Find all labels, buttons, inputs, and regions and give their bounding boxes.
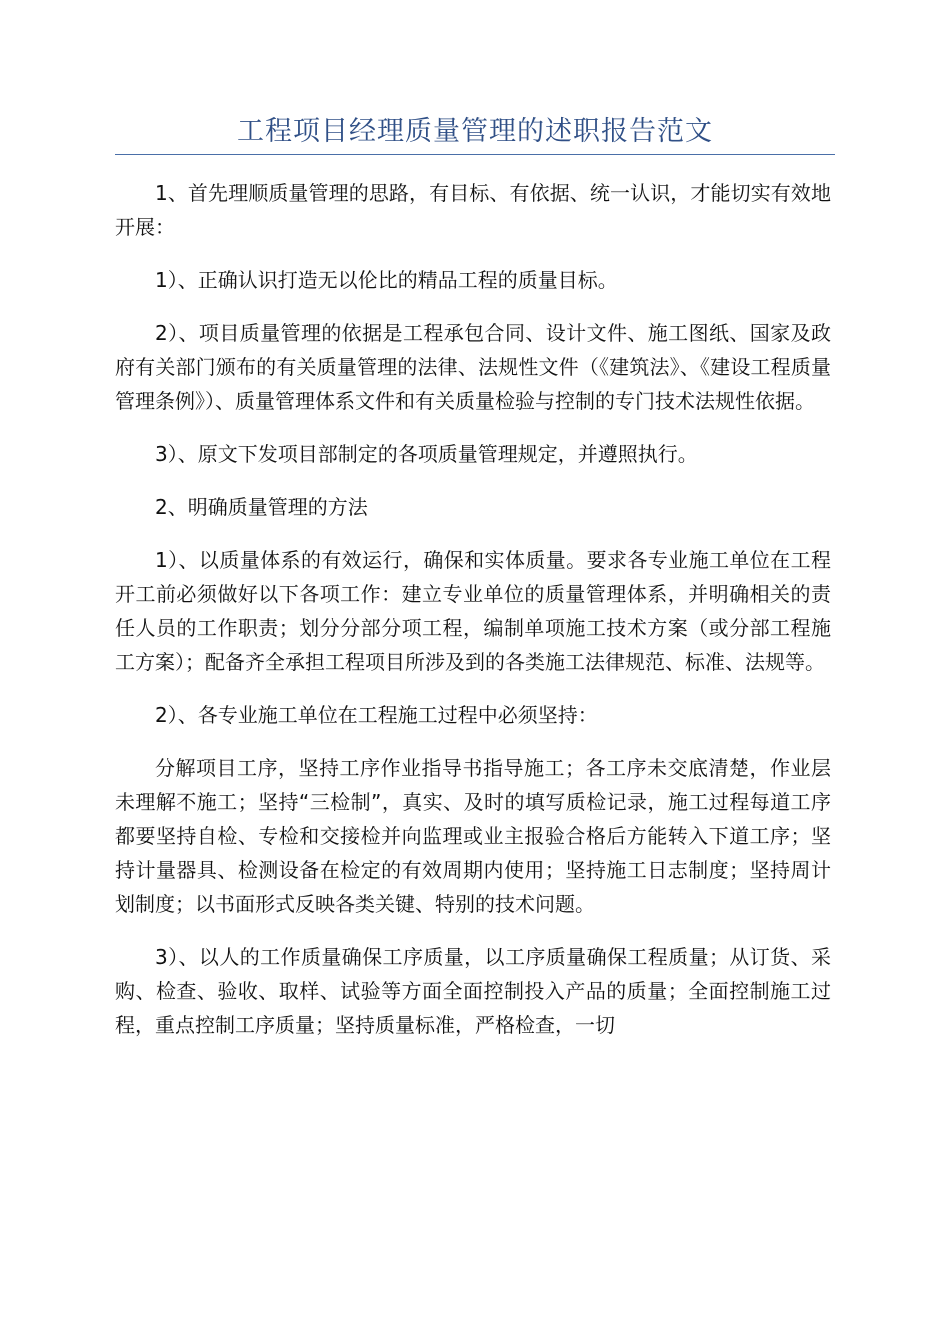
paragraph-1: 1、首先理顺质量管理的思路，有目标、有依据、统一认识，才能切实有效地开展： — [115, 181, 831, 239]
paragraph-2: 1）、正确认识打造无以伦比的精品工程的质量目标。 — [155, 268, 618, 292]
paragraph-6: 1）、以质量体系的有效运行，确保和实体质量。要求各专业施工单位在工程开工前必须做好以下各项工作：建立专业单位的质量管理体系，并明确相关的责任人员的工作职责；划分分部分项工程，编制单项施工技术方案（或分部工程施工方案）；配备齐全承担工程项目所涉及到的各类施工法律规范、标准、法规等。 — [115, 548, 831, 674]
paragraph-8: 分解项目工序，坚持工序作业指导书指导施工；各工序未交底清楚，作业层未理解不施工；坚持“三检制”，真实、及时的填写质检记录，施工过程每道工序都要坚持自检、专检和交接检并向监理或业主报验合格后方能转入下道工序；坚持计量器具、检测设备在检定的有效周期内使用；坚持施工日志制度；坚持周计划制度；以书面形式反映各类关键、特别的技术问题。 — [115, 756, 831, 916]
title-underline — [115, 154, 835, 155]
paragraph-3: 2）、项目质量管理的依据是工程承包合同、设计文件、施工图纸、国家及政府有关部门颁布的有关质量管理的法律、法规性文件（《建筑法》、《建设工程质量管理条例》）、质量管理体系文件和有关质量检验与控制的专门技术法规性依据。 — [115, 321, 831, 413]
document-title: 工程项目经理质量管理的述职报告范文 — [237, 116, 713, 147]
document-body — [115, 176, 831, 1061]
paragraph-4: 3）、原文下发项目部制定的各项质量管理规定，并遵照执行。 — [155, 442, 698, 466]
paragraph-9: 3）、以人的工作质量确保工序质量，以工序质量确保工程质量；从订货、采购、检查、验收、取样、试验等方面全面控制投入产品的质量；全面控制施工过程，重点控制工序质量；坚持质量标准，严格检查，一切 — [115, 945, 831, 1037]
paragraph-5: 2、明确质量管理的方法 — [155, 495, 368, 519]
paragraph-7: 2）、各专业施工单位在工程施工过程中必须坚持： — [155, 703, 598, 727]
